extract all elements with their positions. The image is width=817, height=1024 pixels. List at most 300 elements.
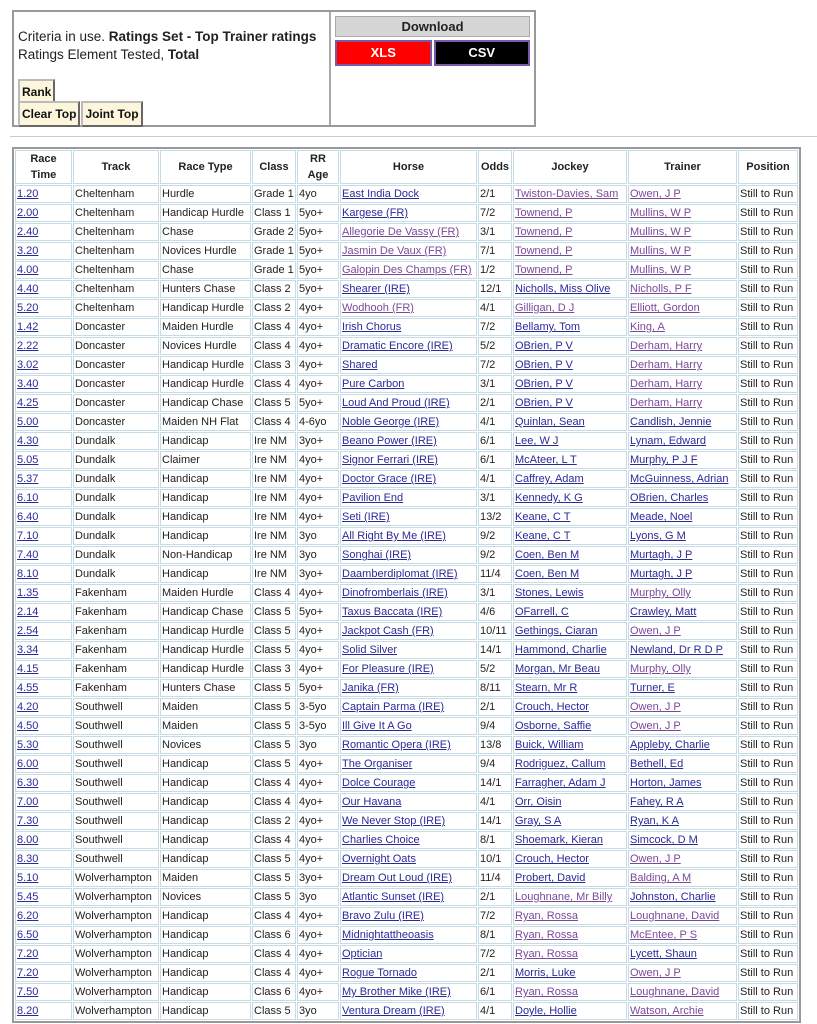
horse-cell — [340, 1002, 477, 1020]
jockey-link[interactable]: Buick, William — [515, 739, 584, 751]
horse-cell — [340, 793, 477, 811]
race-time-link[interactable]: 5.10 — [17, 872, 39, 884]
race-time-link[interactable]: 7.40 — [17, 549, 39, 561]
track-cell: Fakenham — [73, 641, 159, 659]
xls-download-button[interactable]: XLS — [335, 40, 432, 66]
race-type-cell: Maiden — [160, 698, 251, 716]
race-time-link[interactable]: 3.20 — [17, 245, 39, 257]
race-time-link[interactable]: 4.00 — [17, 264, 39, 276]
race-type-cell: Handicap Hurdle — [160, 622, 251, 640]
race-time-link[interactable]: 8.00 — [17, 834, 39, 846]
race-time-link[interactable]: 5.45 — [17, 891, 39, 903]
jockey-link[interactable]: Bellamy, Tom — [515, 321, 581, 333]
horse-link[interactable]: Atlantic Sunset (IRE) — [342, 891, 445, 903]
horse-link[interactable]: Ill Give It A Go — [342, 720, 412, 732]
trainer-link[interactable]: OBrien, Charles — [630, 492, 709, 504]
jockey-cell — [513, 774, 627, 792]
trainer-link[interactable]: Turner, E — [630, 682, 675, 694]
race-time-link[interactable]: 4.15 — [17, 663, 39, 675]
position-cell: Still to Run — [738, 204, 798, 222]
race-time-link[interactable]: 7.50 — [17, 986, 39, 998]
trainer-cell — [628, 641, 737, 659]
jockey-cell — [513, 869, 627, 887]
horse-link[interactable]: Kargese (FR) — [342, 207, 409, 219]
race-time-link[interactable]: 1.42 — [17, 321, 39, 333]
horse-link[interactable]: Jackpot Cash (FR) — [342, 625, 434, 637]
position-cell: Still to Run — [738, 185, 798, 203]
trainer-link[interactable]: Mullins, W P — [630, 264, 692, 276]
race-time-cell — [15, 261, 72, 279]
trainer-link[interactable]: Derham, Harry — [630, 397, 703, 409]
trainer-link[interactable]: Candlish, Jennie — [630, 416, 712, 428]
trainer-link[interactable]: Owen, J P — [630, 967, 681, 979]
jockey-cell — [513, 926, 627, 944]
race-time-link[interactable]: 8.10 — [17, 568, 39, 580]
jockey-link[interactable]: OBrien, P V — [515, 359, 573, 371]
table-row — [15, 698, 798, 716]
trainer-link[interactable]: Mullins, W P — [630, 226, 692, 238]
position-cell: Still to Run — [738, 774, 798, 792]
track-cell: Southwell — [73, 850, 159, 868]
table-row — [15, 850, 798, 868]
horse-link[interactable]: Noble George (IRE) — [342, 416, 440, 428]
horse-link[interactable]: Signor Ferrari (IRE) — [342, 454, 438, 466]
odds-cell: 14/1 — [478, 774, 512, 792]
trainer-link[interactable]: Newland, Dr R D P — [630, 644, 723, 656]
class-cell: Class 2 — [252, 280, 296, 298]
trainer-link[interactable]: Murphy, Olly — [630, 587, 691, 599]
jockey-link[interactable]: McAteer, L T — [515, 454, 577, 466]
race-time-link[interactable]: 7.10 — [17, 530, 39, 542]
jockey-link[interactable]: Townend, P — [515, 207, 573, 219]
race-time-link[interactable]: 2.00 — [17, 207, 39, 219]
trainer-link[interactable]: Lycett, Shaun — [630, 948, 697, 960]
race-time-link[interactable]: 2.14 — [17, 606, 39, 618]
jockey-link[interactable]: Keane, C T — [515, 511, 571, 523]
jockey-link[interactable]: Ryan, Rossa — [515, 910, 578, 922]
joint-top-button[interactable]: Joint Top — [81, 101, 142, 127]
trainer-link[interactable]: Mullins, W P — [630, 245, 692, 257]
jockey-link[interactable]: Caffrey, Adam — [515, 473, 584, 485]
race-time-link[interactable]: 7.30 — [17, 815, 39, 827]
jockey-link[interactable]: Stearn, Mr R — [515, 682, 578, 694]
race-time-cell — [15, 869, 72, 887]
csv-download-button[interactable]: CSV — [434, 40, 531, 66]
horse-link[interactable]: Shared — [342, 359, 378, 371]
odds-cell: 5/2 — [478, 337, 512, 355]
race-time-link[interactable]: 4.50 — [17, 720, 39, 732]
column-header-race-time: Race Time — [15, 150, 72, 184]
horse-link[interactable]: Ventura Dream (IRE) — [342, 1005, 445, 1017]
track-cell: Doncaster — [73, 394, 159, 412]
horse-link[interactable]: Our Havana — [342, 796, 402, 808]
jockey-link[interactable]: Gethings, Ciaran — [515, 625, 598, 637]
jockey-link[interactable]: Coen, Ben M — [515, 568, 580, 580]
horse-link[interactable]: Romantic Opera (IRE) — [342, 739, 451, 751]
jockey-link[interactable]: Morgan, Mr Beau — [515, 663, 600, 675]
race-time-link[interactable]: 2.54 — [17, 625, 39, 637]
class-cell: Class 4 — [252, 831, 296, 849]
trainer-link[interactable]: Owen, J P — [630, 701, 681, 713]
horse-link[interactable]: Dinofromberlais (IRE) — [342, 587, 448, 599]
position-cell: Still to Run — [738, 527, 798, 545]
horse-cell — [340, 869, 477, 887]
trainer-link[interactable]: King, A — [630, 321, 665, 333]
trainer-link[interactable]: Meade, Noel — [630, 511, 693, 523]
race-time-link[interactable]: 1.20 — [17, 188, 39, 200]
race-time-link[interactable]: 4.55 — [17, 682, 39, 694]
jockey-link[interactable]: Rodriguez, Callum — [515, 758, 606, 770]
horse-cell — [340, 622, 477, 640]
class-cell: Ire NM — [252, 565, 296, 583]
jockey-link[interactable]: Coen, Ben M — [515, 549, 580, 561]
horse-link[interactable]: Irish Chorus — [342, 321, 402, 333]
horse-link[interactable]: Taxus Baccata (IRE) — [342, 606, 443, 618]
table-row — [15, 584, 798, 602]
jockey-link[interactable]: Probert, David — [515, 872, 586, 884]
horse-link[interactable]: Seti (IRE) — [342, 511, 390, 523]
jockey-link[interactable]: Nicholls, Miss Olive — [515, 283, 611, 295]
race-time-link[interactable]: 3.40 — [17, 378, 39, 390]
trainer-link[interactable]: Lyons, G M — [630, 530, 686, 542]
race-time-link[interactable]: 5.37 — [17, 473, 39, 485]
race-time-link[interactable]: 6.00 — [17, 758, 39, 770]
jockey-link[interactable]: Gilligan, D J — [515, 302, 575, 314]
jockey-link[interactable]: Shoemark, Kieran — [515, 834, 604, 846]
clear-top-button[interactable]: Clear Top — [18, 101, 80, 127]
race-type-cell: Maiden Hurdle — [160, 318, 251, 336]
jockey-link[interactable]: Ryan, Rossa — [515, 948, 578, 960]
odds-cell: 14/1 — [478, 812, 512, 830]
jockey-link[interactable]: OFarrell, C — [515, 606, 569, 618]
jockey-link[interactable]: Townend, P — [515, 226, 573, 238]
jockey-link[interactable]: Quinlan, Sean — [515, 416, 585, 428]
race-time-link[interactable]: 7.00 — [17, 796, 39, 808]
trainer-link[interactable]: Murtagh, J P — [630, 568, 693, 580]
horse-link[interactable]: Jasmin De Vaux (FR) — [342, 245, 447, 257]
race-type-cell: Handicap Chase — [160, 394, 251, 412]
rr-age-cell: 3yo — [297, 736, 339, 754]
jockey-cell — [513, 888, 627, 906]
jockey-cell — [513, 850, 627, 868]
odds-cell: 4/6 — [478, 603, 512, 621]
horse-link[interactable]: Doctor Grace (IRE) — [342, 473, 437, 485]
trainer-cell — [628, 812, 737, 830]
trainer-link[interactable]: Mullins, W P — [630, 207, 692, 219]
trainer-link[interactable]: Appleby, Charlie — [630, 739, 710, 751]
race-time-cell — [15, 755, 72, 773]
horse-link[interactable]: Loud And Proud (IRE) — [342, 397, 450, 409]
trainer-link[interactable]: Owen, J P — [630, 720, 681, 732]
jockey-cell — [513, 299, 627, 317]
race-time-link[interactable]: 6.40 — [17, 511, 39, 523]
trainer-link[interactable]: Ryan, K A — [630, 815, 679, 827]
horse-link[interactable]: Midnightattheoasis — [342, 929, 434, 941]
race-time-link[interactable]: 4.40 — [17, 283, 39, 295]
trainer-cell — [628, 470, 737, 488]
class-cell: Class 5 — [252, 755, 296, 773]
trainer-link[interactable]: Owen, J P — [630, 188, 681, 200]
table-row — [15, 603, 798, 621]
jockey-link[interactable]: OBrien, P V — [515, 340, 573, 352]
class-cell: Ire NM — [252, 546, 296, 564]
class-cell: Class 4 — [252, 774, 296, 792]
race-time-link[interactable]: 8.30 — [17, 853, 39, 865]
horse-link[interactable]: Dramatic Encore (IRE) — [342, 340, 453, 352]
table-row — [15, 679, 798, 697]
table-row — [15, 432, 798, 450]
download-heading: Download — [335, 16, 530, 37]
trainer-link[interactable]: Watson, Archie — [630, 1005, 704, 1017]
horse-cell — [340, 394, 477, 412]
jockey-link[interactable]: Ryan, Rossa — [515, 986, 578, 998]
horse-link[interactable]: Pavilion End — [342, 492, 404, 504]
race-time-link[interactable]: 5.05 — [17, 454, 39, 466]
trainer-cell — [628, 223, 737, 241]
horse-cell — [340, 679, 477, 697]
horse-link[interactable]: Rogue Tornado — [342, 967, 418, 979]
trainer-link[interactable]: Elliott, Gordon — [630, 302, 700, 314]
race-time-cell — [15, 907, 72, 925]
horse-link[interactable]: Captain Parma (IRE) — [342, 701, 445, 713]
race-time-link[interactable]: 7.20 — [17, 948, 39, 960]
trainer-link[interactable]: Derham, Harry — [630, 359, 703, 371]
track-cell: Wolverhampton — [73, 926, 159, 944]
track-cell: Wolverhampton — [73, 888, 159, 906]
class-cell: Class 4 — [252, 907, 296, 925]
table-row — [15, 888, 798, 906]
table-row — [15, 413, 798, 431]
race-time-link[interactable]: 4.20 — [17, 701, 39, 713]
trainer-cell — [628, 964, 737, 982]
jockey-link[interactable]: Townend, P — [515, 264, 573, 276]
horse-link[interactable]: Bravo Zulu (IRE) — [342, 910, 424, 922]
trainer-cell — [628, 204, 737, 222]
race-time-link[interactable]: 6.20 — [17, 910, 39, 922]
race-time-link[interactable]: 1.35 — [17, 587, 39, 599]
jockey-link[interactable]: Orr, Oisin — [515, 796, 562, 808]
horse-cell — [340, 888, 477, 906]
trainer-link[interactable]: Loughnane, David — [630, 910, 720, 922]
horse-cell — [340, 185, 477, 203]
race-type-cell: Handicap — [160, 793, 251, 811]
race-type-cell: Chase — [160, 261, 251, 279]
trainer-link[interactable]: Owen, J P — [630, 853, 681, 865]
trainer-cell — [628, 698, 737, 716]
horse-link[interactable]: Pure Carbon — [342, 378, 405, 390]
horse-link[interactable]: For Pleasure (IRE) — [342, 663, 434, 675]
trainer-cell — [628, 584, 737, 602]
trainer-link[interactable]: Murphy, P J F — [630, 454, 698, 466]
position-cell: Still to Run — [738, 489, 798, 507]
race-time-link[interactable]: 4.25 — [17, 397, 39, 409]
jockey-cell — [513, 337, 627, 355]
jockey-cell — [513, 413, 627, 431]
horse-link[interactable]: Optician — [342, 948, 383, 960]
horse-link[interactable]: The Organiser — [342, 758, 413, 770]
odds-cell: 7/2 — [478, 945, 512, 963]
horse-link[interactable]: Songhai (IRE) — [342, 549, 412, 561]
trainer-link[interactable]: Balding, A M — [630, 872, 692, 884]
rr-age-cell: 4yo+ — [297, 964, 339, 982]
jockey-link[interactable]: Lee, W J — [515, 435, 559, 447]
trainer-link[interactable]: Nicholls, P F — [630, 283, 692, 295]
jockey-link[interactable]: Twiston-Davies, Sam — [515, 188, 619, 200]
jockey-link[interactable]: Farragher, Adam J — [515, 777, 606, 789]
jockey-link[interactable]: Stones, Lewis — [515, 587, 584, 599]
jockey-link[interactable]: Doyle, Hollie — [515, 1005, 577, 1017]
race-time-link[interactable]: 8.20 — [17, 1005, 39, 1017]
trainer-link[interactable]: Derham, Harry — [630, 378, 703, 390]
jockey-link[interactable]: Gray, S A — [515, 815, 562, 827]
trainer-link[interactable]: Horton, James — [630, 777, 702, 789]
jockey-cell — [513, 603, 627, 621]
class-cell: Ire NM — [252, 527, 296, 545]
race-time-cell — [15, 546, 72, 564]
horse-link[interactable]: My Brother Mike (IRE) — [342, 986, 451, 998]
jockey-link[interactable]: Ryan, Rossa — [515, 929, 578, 941]
trainer-cell — [628, 489, 737, 507]
position-cell: Still to Run — [738, 1002, 798, 1020]
position-cell: Still to Run — [738, 907, 798, 925]
trainer-link[interactable]: Johnston, Charlie — [630, 891, 716, 903]
horse-link[interactable]: All Right By Me (IRE) — [342, 530, 446, 542]
horse-link[interactable]: Charlies Choice — [342, 834, 420, 846]
trainer-cell — [628, 508, 737, 526]
race-type-cell: Handicap — [160, 489, 251, 507]
race-time-link[interactable]: 2.22 — [17, 340, 39, 352]
horse-link[interactable]: Allegorie De Vassy (FR) — [342, 226, 460, 238]
race-time-link[interactable]: 6.10 — [17, 492, 39, 504]
trainer-cell — [628, 907, 737, 925]
trainer-link[interactable]: Simcock, D M — [630, 834, 698, 846]
jockey-cell — [513, 717, 627, 735]
race-time-link[interactable]: 5.30 — [17, 739, 39, 751]
trainer-link[interactable]: Crawley, Matt — [630, 606, 697, 618]
jockey-link[interactable]: Keane, C T — [515, 530, 571, 542]
horse-link[interactable]: Shearer (IRE) — [342, 283, 410, 295]
rank-button[interactable]: Rank — [18, 79, 55, 105]
trainer-link[interactable]: Bethell, Ed — [630, 758, 684, 770]
race-time-cell — [15, 812, 72, 830]
race-type-cell: Handicap — [160, 850, 251, 868]
trainer-cell — [628, 850, 737, 868]
jockey-link[interactable]: Crouch, Hector — [515, 853, 589, 865]
race-time-cell — [15, 641, 72, 659]
horse-link[interactable]: Galopin Des Champs (FR) — [342, 264, 472, 276]
trainer-link[interactable]: Derham, Harry — [630, 340, 703, 352]
trainer-link[interactable]: McGuinness, Adrian — [630, 473, 729, 485]
trainer-cell — [628, 565, 737, 583]
race-time-cell — [15, 698, 72, 716]
trainer-link[interactable]: Owen, J P — [630, 625, 681, 637]
horse-cell — [340, 223, 477, 241]
divider — [10, 136, 817, 137]
position-cell: Still to Run — [738, 717, 798, 735]
race-type-cell: Chase — [160, 223, 251, 241]
jockey-link[interactable]: Morris, Luke — [515, 967, 576, 979]
race-time-cell — [15, 660, 72, 678]
race-time-link[interactable]: 2.40 — [17, 226, 39, 238]
race-time-cell — [15, 717, 72, 735]
trainer-link[interactable]: Fahey, R A — [630, 796, 684, 808]
race-time-link[interactable]: 5.20 — [17, 302, 39, 314]
jockey-link[interactable]: Hammond, Charlie — [515, 644, 607, 656]
race-time-link[interactable]: 4.30 — [17, 435, 39, 447]
class-cell: Class 6 — [252, 926, 296, 944]
horse-link[interactable]: Overnight Oats — [342, 853, 416, 865]
horse-link[interactable]: Janika (FR) — [342, 682, 399, 694]
trainer-link[interactable]: Lynam, Edward — [630, 435, 707, 447]
race-time-link[interactable]: 3.34 — [17, 644, 39, 656]
rr-age-cell: 4yo+ — [297, 584, 339, 602]
horse-link[interactable]: Daamberdiplomat (IRE) — [342, 568, 458, 580]
jockey-link[interactable]: OBrien, P V — [515, 378, 573, 390]
race-time-link[interactable]: 6.50 — [17, 929, 39, 941]
trainer-link[interactable]: Loughnane, David — [630, 986, 720, 998]
jockey-link[interactable]: Kennedy, K G — [515, 492, 583, 504]
jockey-cell — [513, 432, 627, 450]
horse-link[interactable]: Solid Silver — [342, 644, 398, 656]
jockey-link[interactable]: Townend, P — [515, 245, 573, 257]
track-cell: Dundalk — [73, 527, 159, 545]
horse-link[interactable]: Beano Power (IRE) — [342, 435, 437, 447]
race-time-cell — [15, 242, 72, 260]
track-cell: Wolverhampton — [73, 869, 159, 887]
horse-cell — [340, 926, 477, 944]
trainer-cell — [628, 242, 737, 260]
horse-cell — [340, 831, 477, 849]
table-row — [15, 964, 798, 982]
jockey-link[interactable]: Osborne, Saffie — [515, 720, 592, 732]
rr-age-cell: 3yo+ — [297, 432, 339, 450]
track-cell: Southwell — [73, 831, 159, 849]
race-time-link[interactable]: 7.20 — [17, 967, 39, 979]
race-time-cell — [15, 831, 72, 849]
table-row — [15, 565, 798, 583]
jockey-link[interactable]: Loughnane, Mr Billy — [515, 891, 613, 903]
trainer-link[interactable]: McEntee, P S — [630, 929, 698, 941]
rr-age-cell: 5yo+ — [297, 242, 339, 260]
horse-cell — [340, 204, 477, 222]
element-label: Ratings Element Tested, — [18, 47, 168, 62]
race-time-link[interactable]: 3.02 — [17, 359, 39, 371]
trainer-link[interactable]: Murphy, Olly — [630, 663, 691, 675]
class-cell: Class 4 — [252, 793, 296, 811]
ratings-set: Ratings Set - Top Trainer ratings — [108, 29, 317, 44]
horse-link[interactable]: We Never Stop (IRE) — [342, 815, 446, 827]
horse-link[interactable]: East India Dock — [342, 188, 420, 200]
horse-link[interactable]: Wodhooh (FR) — [342, 302, 414, 314]
column-header-trainer: Trainer — [628, 150, 737, 184]
horse-cell — [340, 812, 477, 830]
trainer-link[interactable]: Murtagh, J P — [630, 549, 693, 561]
horse-link[interactable]: Dolce Courage — [342, 777, 416, 789]
jockey-link[interactable]: OBrien, P V — [515, 397, 573, 409]
horse-link[interactable]: Dream Out Loud (IRE) — [342, 872, 453, 884]
race-time-cell — [15, 508, 72, 526]
race-time-cell — [15, 451, 72, 469]
race-type-cell: Hurdle — [160, 185, 251, 203]
position-cell: Still to Run — [738, 451, 798, 469]
track-cell: Cheltenham — [73, 185, 159, 203]
trainer-cell — [628, 793, 737, 811]
horse-cell — [340, 964, 477, 982]
race-time-link[interactable]: 6.30 — [17, 777, 39, 789]
jockey-cell — [513, 755, 627, 773]
race-time-link[interactable]: 5.00 — [17, 416, 39, 428]
jockey-link[interactable]: Crouch, Hector — [515, 701, 589, 713]
